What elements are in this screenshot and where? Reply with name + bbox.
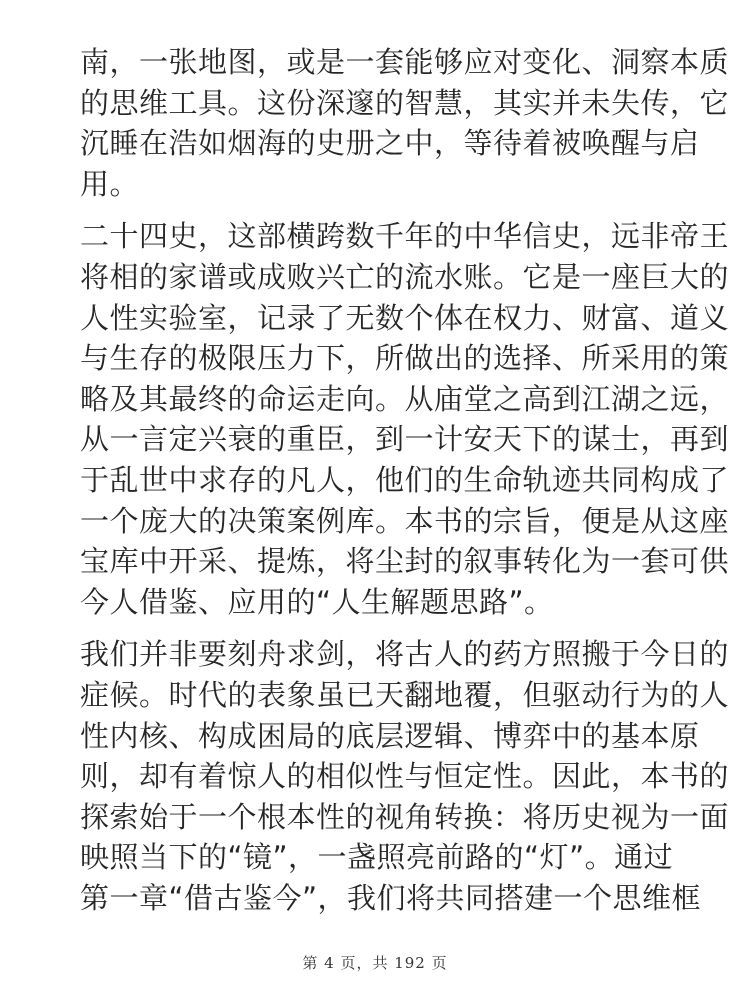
text-line: 二十四史，这部横跨数千年的中华信史，远非帝王 [80, 219, 730, 254]
text-line: 则，却有着惊人的相似性与恒定性。因此，本书的 [80, 759, 730, 794]
text-line: 从一言定兴衰的重臣，到一计安天下的谋士，再到 [80, 422, 730, 457]
text-line: 南，一张地图，或是一套能够应对变化、洞察本质 [80, 45, 730, 79]
text-line: 一个庞大的决策案例库。本书的宗旨，便是从这座 [80, 503, 730, 538]
text-line: 用。 [80, 166, 140, 201]
text-line: 映照当下的“镜”，一盏照亮前路的“灯”。通过 [80, 840, 674, 875]
text-line: 与生存的极限压力下，所做出的选择、所采用的策 [80, 341, 730, 376]
text-line: 宝库中开采、提炼，将尘封的叙事转化为一套可供 [80, 544, 730, 579]
paragraph-spacer [80, 622, 670, 634]
paragraph-2 [80, 216, 730, 622]
body-text [80, 42, 730, 918]
text-line: 我们并非要刻舟求剑，将古人的药方照搬于今日的 [80, 637, 730, 672]
text-line: 人性实验室，记录了无数个体在权力、财富、道义 [80, 300, 730, 335]
text-line: 第一章“借古鉴今”，我们将共同搭建一个思维框 [80, 880, 702, 915]
text-line: 于乱世中求存的凡人，他们的生命轨迹共同构成了 [80, 462, 730, 497]
text-line: 略及其最终的命运走向。从庙堂之高到江湖之远， [80, 381, 730, 416]
paragraph-spacer [80, 204, 670, 216]
text-line: 今人借鉴、应用的“人生解题思路”。 [80, 584, 554, 619]
paragraph-3 [80, 634, 730, 918]
page-number-footer: 第 4 页，共 192 页 [302, 954, 448, 972]
text-line: 探索始于一个根本性的视角转换：将历史视为一面 [80, 799, 730, 834]
paragraph-1 [80, 42, 730, 204]
text-line: 沉睡在浩如烟海的史册之中，等待着被唤醒与启 [80, 126, 700, 161]
text-line: 症候。时代的表象虽已天翻地覆，但驱动行为的人 [80, 677, 730, 712]
text-line: 将相的家谱或成败兴亡的流水账。它是一座巨大的 [80, 259, 730, 294]
text-line: 的思维工具。这份深邃的智慧，其实并未失传，它 [80, 85, 730, 120]
text-line: 性内核、构成困局的底层逻辑、博弈中的基本原 [80, 718, 700, 753]
